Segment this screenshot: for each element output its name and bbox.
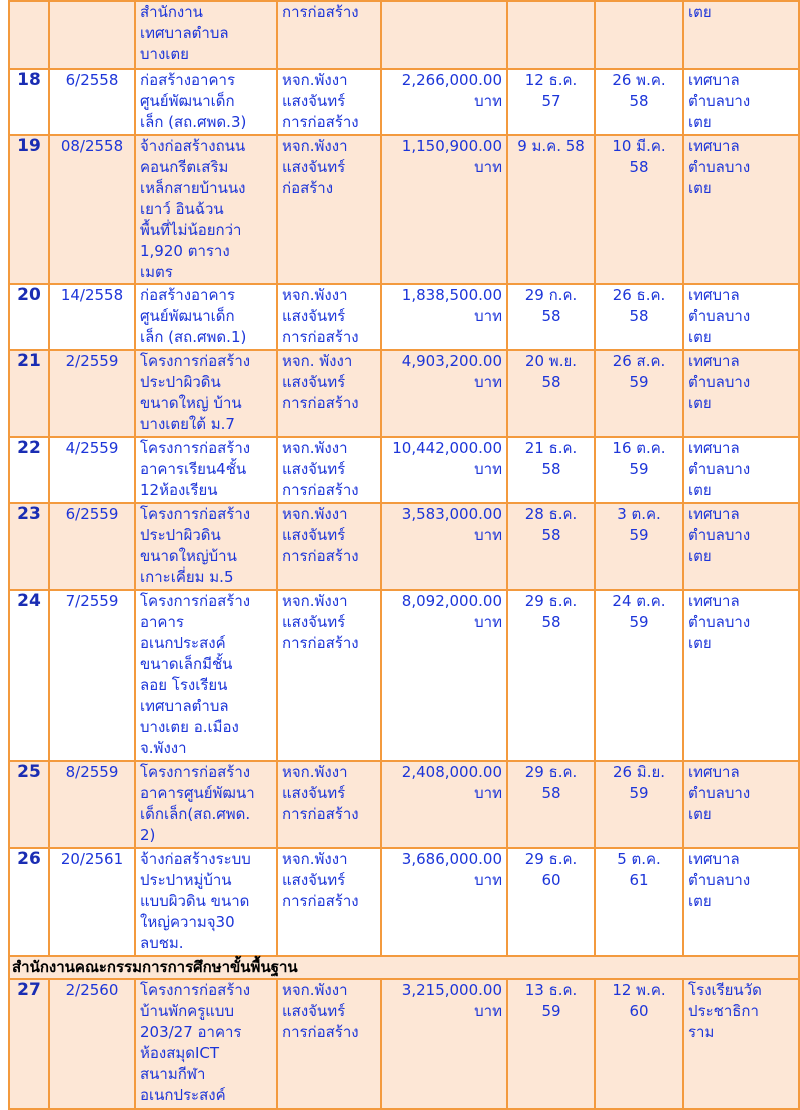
- owner-line: ตำบลบาง: [688, 526, 751, 544]
- start-date-cell: [507, 1, 595, 69]
- project-cell: [135, 979, 277, 1109]
- owner-line: เตย: [688, 179, 712, 197]
- row-number: 24: [9, 590, 49, 761]
- project-line: ประปาผิวดิน: [140, 526, 221, 544]
- end-date-cell: [595, 761, 683, 848]
- contract-number: 08/2558: [49, 135, 135, 284]
- owner-line: เตย: [688, 113, 712, 131]
- contract-number: 6/2558: [49, 69, 135, 135]
- row-number: 27: [9, 979, 49, 1109]
- project-line: ใหญ่ความจุ30: [140, 913, 235, 931]
- end-date-cell: [595, 437, 683, 503]
- owner-line: เตย: [688, 805, 712, 823]
- start-date-line: 58: [541, 373, 561, 391]
- amount-line: บาท: [474, 158, 502, 176]
- project-cell: [135, 284, 277, 350]
- section-heading-row: [9, 956, 799, 979]
- start-date-line: 60: [541, 871, 561, 889]
- amount-line: บาท: [474, 613, 502, 631]
- agency-line: หจก.พังงา: [282, 592, 348, 610]
- row-number: 19: [9, 135, 49, 284]
- project-line: อเนกประสงค์: [140, 634, 226, 652]
- project-line: ลบชม.: [140, 934, 184, 952]
- agency-line: แสงจันทร์: [282, 784, 346, 802]
- owner-line: ตำบลบาง: [688, 784, 751, 802]
- start-date-cell: [507, 761, 595, 848]
- amount-cell: [381, 135, 507, 284]
- end-date-line: 26 ส.ค.: [612, 352, 666, 370]
- end-date-cell: [595, 69, 683, 135]
- start-date-line: 58: [541, 784, 561, 802]
- project-line: บางเตยใต้ ม.7: [140, 415, 235, 433]
- end-date-cell: [595, 590, 683, 761]
- agency-line: การก่อสร้าง: [282, 892, 359, 910]
- owner-cell: [683, 1, 799, 69]
- project-line: เด็กเล็ก(สถ.ศพด.: [140, 805, 251, 823]
- contract-number: 7/2559: [49, 590, 135, 761]
- end-date-line: 3 ต.ค.: [617, 505, 661, 523]
- agency-line: การก่อสร้าง: [282, 3, 359, 21]
- end-date-line: 59: [629, 613, 649, 631]
- end-date-cell: [595, 1, 683, 69]
- project-line: โครงการก่อสร้าง: [140, 439, 251, 457]
- project-cell: [135, 848, 277, 956]
- start-date-cell: [507, 437, 595, 503]
- amount-cell: [381, 503, 507, 590]
- owner-line: ตำบลบาง: [688, 871, 751, 889]
- contracts-table-body: [9, 1, 799, 1109]
- end-date-line: 26 ธ.ค.: [612, 286, 666, 304]
- end-date-line: 59: [629, 784, 649, 802]
- end-date-line: 58: [629, 158, 649, 176]
- owner-line: เตย: [688, 394, 712, 412]
- start-date-line: 58: [541, 307, 561, 325]
- table-row: [9, 761, 799, 848]
- start-date-cell: [507, 69, 595, 135]
- owner-cell: [683, 69, 799, 135]
- project-line: ขนาดเล็กมีชั้น: [140, 655, 233, 673]
- agency-cell: [277, 761, 381, 848]
- agency-line: การก่อสร้าง: [282, 481, 359, 499]
- end-date-line: 12 พ.ค.: [612, 981, 666, 999]
- amount-cell: [381, 590, 507, 761]
- owner-line: เตย: [688, 3, 712, 21]
- amount-cell: [381, 350, 507, 437]
- project-line: บ้านพักครูแบบ: [140, 1002, 234, 1020]
- start-date-line: 58: [541, 613, 561, 631]
- amount-line: บาท: [474, 373, 502, 391]
- start-date-line: 29 ธ.ค.: [524, 850, 578, 868]
- agency-cell: [277, 284, 381, 350]
- row-number: 20: [9, 284, 49, 350]
- owner-cell: [683, 284, 799, 350]
- row-number: 25: [9, 761, 49, 848]
- end-date-cell: [595, 503, 683, 590]
- end-date-line: 16 ต.ค.: [612, 439, 666, 457]
- agency-line: หจก.พังงา: [282, 850, 348, 868]
- project-line: โครงการก่อสร้าง: [140, 763, 251, 781]
- owner-cell: [683, 761, 799, 848]
- owner-line: ตำบลบาง: [688, 92, 751, 110]
- end-date-line: 10 มี.ค.: [612, 137, 666, 155]
- start-date-line: 9 ม.ค. 58: [517, 137, 585, 155]
- owner-line: ตำบลบาง: [688, 373, 751, 391]
- agency-cell: [277, 503, 381, 590]
- project-line: ขนาดใหญ่บ้าน: [140, 547, 237, 565]
- row-number: 23: [9, 503, 49, 590]
- agency-line: หจก.พังงา: [282, 505, 348, 523]
- owner-line: เทศบาล: [688, 592, 740, 610]
- agency-line: แสงจันทร์: [282, 307, 346, 325]
- amount-cell: [381, 437, 507, 503]
- project-line: จ้างก่อสร้างถนน: [140, 137, 246, 155]
- amount-line: 8,092,000.00: [401, 592, 502, 610]
- amount-line: บาท: [474, 784, 502, 802]
- start-date-cell: [507, 979, 595, 1109]
- owner-line: เตย: [688, 547, 712, 565]
- agency-line: การก่อสร้าง: [282, 547, 359, 565]
- end-date-line: 59: [629, 460, 649, 478]
- start-date-cell: [507, 350, 595, 437]
- project-line: เทศบาลตำบล: [140, 697, 229, 715]
- owner-line: ตำบลบาง: [688, 158, 751, 176]
- agency-cell: [277, 848, 381, 956]
- agency-cell: [277, 590, 381, 761]
- project-line: ประปาผิวดิน: [140, 373, 221, 391]
- end-date-line: 59: [629, 526, 649, 544]
- project-line: ขนาดใหญ่ บ้าน: [140, 394, 242, 412]
- project-line: ลอย โรงเรียน: [140, 676, 228, 694]
- end-date-line: 24 ต.ค.: [612, 592, 666, 610]
- agency-line: แสงจันทร์: [282, 158, 346, 176]
- contract-number: 4/2559: [49, 437, 135, 503]
- table-row: [9, 848, 799, 956]
- owner-line: เตย: [688, 328, 712, 346]
- owner-cell: [683, 979, 799, 1109]
- agency-line: หจก.พังงา: [282, 137, 348, 155]
- owner-cell: [683, 848, 799, 956]
- contract-number: 2/2559: [49, 350, 135, 437]
- contract-number: 6/2559: [49, 503, 135, 590]
- amount-line: บาท: [474, 1002, 502, 1020]
- project-line: ก่อสร้างอาคาร: [140, 286, 235, 304]
- start-date-cell: [507, 284, 595, 350]
- amount-line: 2,408,000.00: [401, 763, 502, 781]
- table-row: [9, 437, 799, 503]
- agency-line: หจก.พังงา: [282, 981, 348, 999]
- project-line: โครงการก่อสร้าง: [140, 981, 251, 999]
- agency-cell: [277, 979, 381, 1109]
- contract-number: 14/2558: [49, 284, 135, 350]
- end-date-line: 61: [629, 871, 649, 889]
- owner-line: เทศบาล: [688, 286, 740, 304]
- project-line: สำนักงาน: [140, 3, 203, 21]
- project-cell: [135, 69, 277, 135]
- owner-line: ราม: [688, 1023, 715, 1041]
- owner-line: ประชาธิกา: [688, 1002, 759, 1020]
- end-date-line: 26 พ.ค.: [612, 71, 666, 89]
- start-date-line: 58: [541, 460, 561, 478]
- contract-number: 8/2559: [49, 761, 135, 848]
- amount-cell: [381, 761, 507, 848]
- end-date-cell: [595, 135, 683, 284]
- project-cell: [135, 1, 277, 69]
- contracts-table: [8, 0, 800, 1110]
- owner-line: เทศบาล: [688, 439, 740, 457]
- agency-line: แสงจันทร์: [282, 613, 346, 631]
- agency-line: หจก.พังงา: [282, 71, 348, 89]
- agency-line: หจก. พังงา: [282, 352, 353, 370]
- project-line: เมตร: [140, 263, 173, 281]
- agency-line: การก่อสร้าง: [282, 805, 359, 823]
- amount-line: บาท: [474, 460, 502, 478]
- start-date-line: 59: [541, 1002, 561, 1020]
- agency-line: การก่อสร้าง: [282, 113, 359, 131]
- project-line: 2): [140, 826, 156, 844]
- amount-cell: [381, 1, 507, 69]
- project-line: เยาว์ อินฉ้วน: [140, 200, 224, 218]
- project-line: โครงการก่อสร้าง: [140, 352, 251, 370]
- amount-line: 1,838,500.00: [401, 286, 502, 304]
- project-line: ศูนย์พัฒนาเด็ก: [140, 92, 235, 110]
- project-line: แบบผิวดิน ขนาด: [140, 892, 250, 910]
- project-line: สนามกีฬา: [140, 1065, 206, 1083]
- owner-line: เทศบาล: [688, 505, 740, 523]
- agency-line: การก่อสร้าง: [282, 328, 359, 346]
- amount-line: 4,903,200.00: [401, 352, 502, 370]
- owner-line: เทศบาล: [688, 352, 740, 370]
- end-date-cell: [595, 284, 683, 350]
- amount-cell: [381, 284, 507, 350]
- owner-line: ตำบลบาง: [688, 307, 751, 325]
- row-number: 21: [9, 350, 49, 437]
- row-number: 26: [9, 848, 49, 956]
- start-date-cell: [507, 848, 595, 956]
- table-row: [9, 590, 799, 761]
- project-line: เหล็กสายบ้านนง: [140, 179, 246, 197]
- amount-line: 1,150,900.00: [401, 137, 502, 155]
- start-date-cell: [507, 503, 595, 590]
- project-line: พื้นที่ไม่น้อยกว่า: [140, 221, 242, 239]
- contract-number: [49, 1, 135, 69]
- agency-line: หจก.พังงา: [282, 763, 348, 781]
- project-cell: [135, 437, 277, 503]
- amount-line: 3,583,000.00: [401, 505, 502, 523]
- amount-line: บาท: [474, 307, 502, 325]
- owner-cell: [683, 590, 799, 761]
- start-date-line: 29 ก.ค.: [524, 286, 578, 304]
- project-cell: [135, 350, 277, 437]
- agency-line: ก่อสร้าง: [282, 179, 334, 197]
- project-cell: [135, 590, 277, 761]
- project-line: เทศบาลตำบล: [140, 24, 229, 42]
- end-date-cell: [595, 979, 683, 1109]
- end-date-line: 5 ต.ค.: [617, 850, 661, 868]
- table-row: [9, 1, 799, 69]
- start-date-line: 12 ธ.ค.: [524, 71, 578, 89]
- amount-line: บาท: [474, 871, 502, 889]
- project-line: ประปาหมู่บ้าน: [140, 871, 232, 889]
- end-date-line: 58: [629, 92, 649, 110]
- agency-cell: [277, 437, 381, 503]
- table-row: [9, 979, 799, 1109]
- agency-cell: [277, 135, 381, 284]
- agency-line: หจก.พังงา: [282, 286, 348, 304]
- start-date-line: 13 ธ.ค.: [524, 981, 578, 999]
- amount-line: 3,215,000.00: [401, 981, 502, 999]
- amount-line: 10,442,000.00: [392, 439, 502, 457]
- agency-line: หจก.พังงา: [282, 439, 348, 457]
- amount-line: 3,686,000.00: [401, 850, 502, 868]
- owner-line: ตำบลบาง: [688, 460, 751, 478]
- amount-cell: [381, 69, 507, 135]
- amount-line: 2,266,000.00: [401, 71, 502, 89]
- row-number: [9, 1, 49, 69]
- agency-line: การก่อสร้าง: [282, 634, 359, 652]
- contract-number: 20/2561: [49, 848, 135, 956]
- owner-line: เทศบาล: [688, 71, 740, 89]
- start-date-line: 21 ธ.ค.: [524, 439, 578, 457]
- agency-line: แสงจันทร์: [282, 460, 346, 478]
- project-line: เล็ก (สถ.ศพด.1): [140, 328, 247, 346]
- agency-cell: [277, 1, 381, 69]
- agency-line: การก่อสร้าง: [282, 394, 359, 412]
- start-date-line: 57: [541, 92, 561, 110]
- owner-line: เตย: [688, 634, 712, 652]
- owner-line: เทศบาล: [688, 763, 740, 781]
- table-row: [9, 503, 799, 590]
- owner-line: ตำบลบาง: [688, 613, 751, 631]
- project-line: ศูนย์พัฒนาเด็ก: [140, 307, 235, 325]
- project-cell: [135, 135, 277, 284]
- agency-line: แสงจันทร์: [282, 92, 346, 110]
- owner-cell: [683, 503, 799, 590]
- row-number: 18: [9, 69, 49, 135]
- start-date-line: 29 ธ.ค.: [524, 763, 578, 781]
- owner-line: เทศบาล: [688, 850, 740, 868]
- amount-line: บาท: [474, 92, 502, 110]
- owner-cell: [683, 350, 799, 437]
- owner-line: เทศบาล: [688, 137, 740, 155]
- table-row: [9, 135, 799, 284]
- owner-cell: [683, 135, 799, 284]
- agency-line: แสงจันทร์: [282, 526, 346, 544]
- section-heading: สำนักงานคณะกรรมการการศึกษาขั้นพื้นฐาน: [9, 956, 799, 979]
- project-line: คอนกรีตเสริม: [140, 158, 229, 176]
- project-line: บางเตย อ.เมือง: [140, 718, 239, 736]
- owner-line: เตย: [688, 892, 712, 910]
- project-line: บางเตย: [140, 45, 189, 63]
- project-line: เล็ก (สถ.ศพด.3): [140, 113, 247, 131]
- project-line: 12ห้องเรียน: [140, 481, 218, 499]
- owner-line: โรงเรียนวัด: [688, 981, 762, 999]
- project-line: โครงการก่อสร้าง: [140, 505, 251, 523]
- project-line: จ้างก่อสร้างระบบ: [140, 850, 251, 868]
- owner-cell: [683, 437, 799, 503]
- end-date-line: 60: [629, 1002, 649, 1020]
- start-date-line: 20 พ.ย.: [524, 352, 578, 370]
- project-line: 203/27 อาคาร: [140, 1023, 242, 1041]
- end-date-cell: [595, 848, 683, 956]
- project-cell: [135, 761, 277, 848]
- start-date-cell: [507, 135, 595, 284]
- agency-line: แสงจันทร์: [282, 1002, 346, 1020]
- agency-line: การก่อสร้าง: [282, 1023, 359, 1041]
- contracts-document: [8, 0, 798, 1110]
- table-row: [9, 69, 799, 135]
- agency-line: แสงจันทร์: [282, 373, 346, 391]
- end-date-line: 26 มิ.ย.: [612, 763, 666, 781]
- project-line: อเนกประสงค์: [140, 1086, 226, 1104]
- amount-cell: [381, 979, 507, 1109]
- project-line: จ.พังงา: [140, 739, 187, 757]
- row-number: 22: [9, 437, 49, 503]
- project-line: เกาะเคี่ยม ม.5: [140, 568, 234, 586]
- owner-line: เตย: [688, 481, 712, 499]
- project-line: โครงการก่อสร้าง: [140, 592, 251, 610]
- start-date-line: 28 ธ.ค.: [524, 505, 578, 523]
- table-row: [9, 350, 799, 437]
- contract-number: 2/2560: [49, 979, 135, 1109]
- start-date-line: 58: [541, 526, 561, 544]
- start-date-cell: [507, 590, 595, 761]
- end-date-line: 58: [629, 307, 649, 325]
- amount-cell: [381, 848, 507, 956]
- project-line: 1,920 ตาราง: [140, 242, 230, 260]
- project-line: ก่อสร้างอาคาร: [140, 71, 235, 89]
- project-line: อาคาร: [140, 613, 184, 631]
- end-date-cell: [595, 350, 683, 437]
- agency-line: แสงจันทร์: [282, 871, 346, 889]
- project-line: ห้องสมุดICT: [140, 1044, 220, 1062]
- agency-cell: [277, 350, 381, 437]
- amount-line: บาท: [474, 526, 502, 544]
- end-date-line: 59: [629, 373, 649, 391]
- agency-cell: [277, 69, 381, 135]
- project-cell: [135, 503, 277, 590]
- project-line: อาคารศูนย์พัฒนา: [140, 784, 255, 802]
- table-row: [9, 284, 799, 350]
- start-date-line: 29 ธ.ค.: [524, 592, 578, 610]
- project-line: อาคารเรียน4ชั้น: [140, 460, 247, 478]
